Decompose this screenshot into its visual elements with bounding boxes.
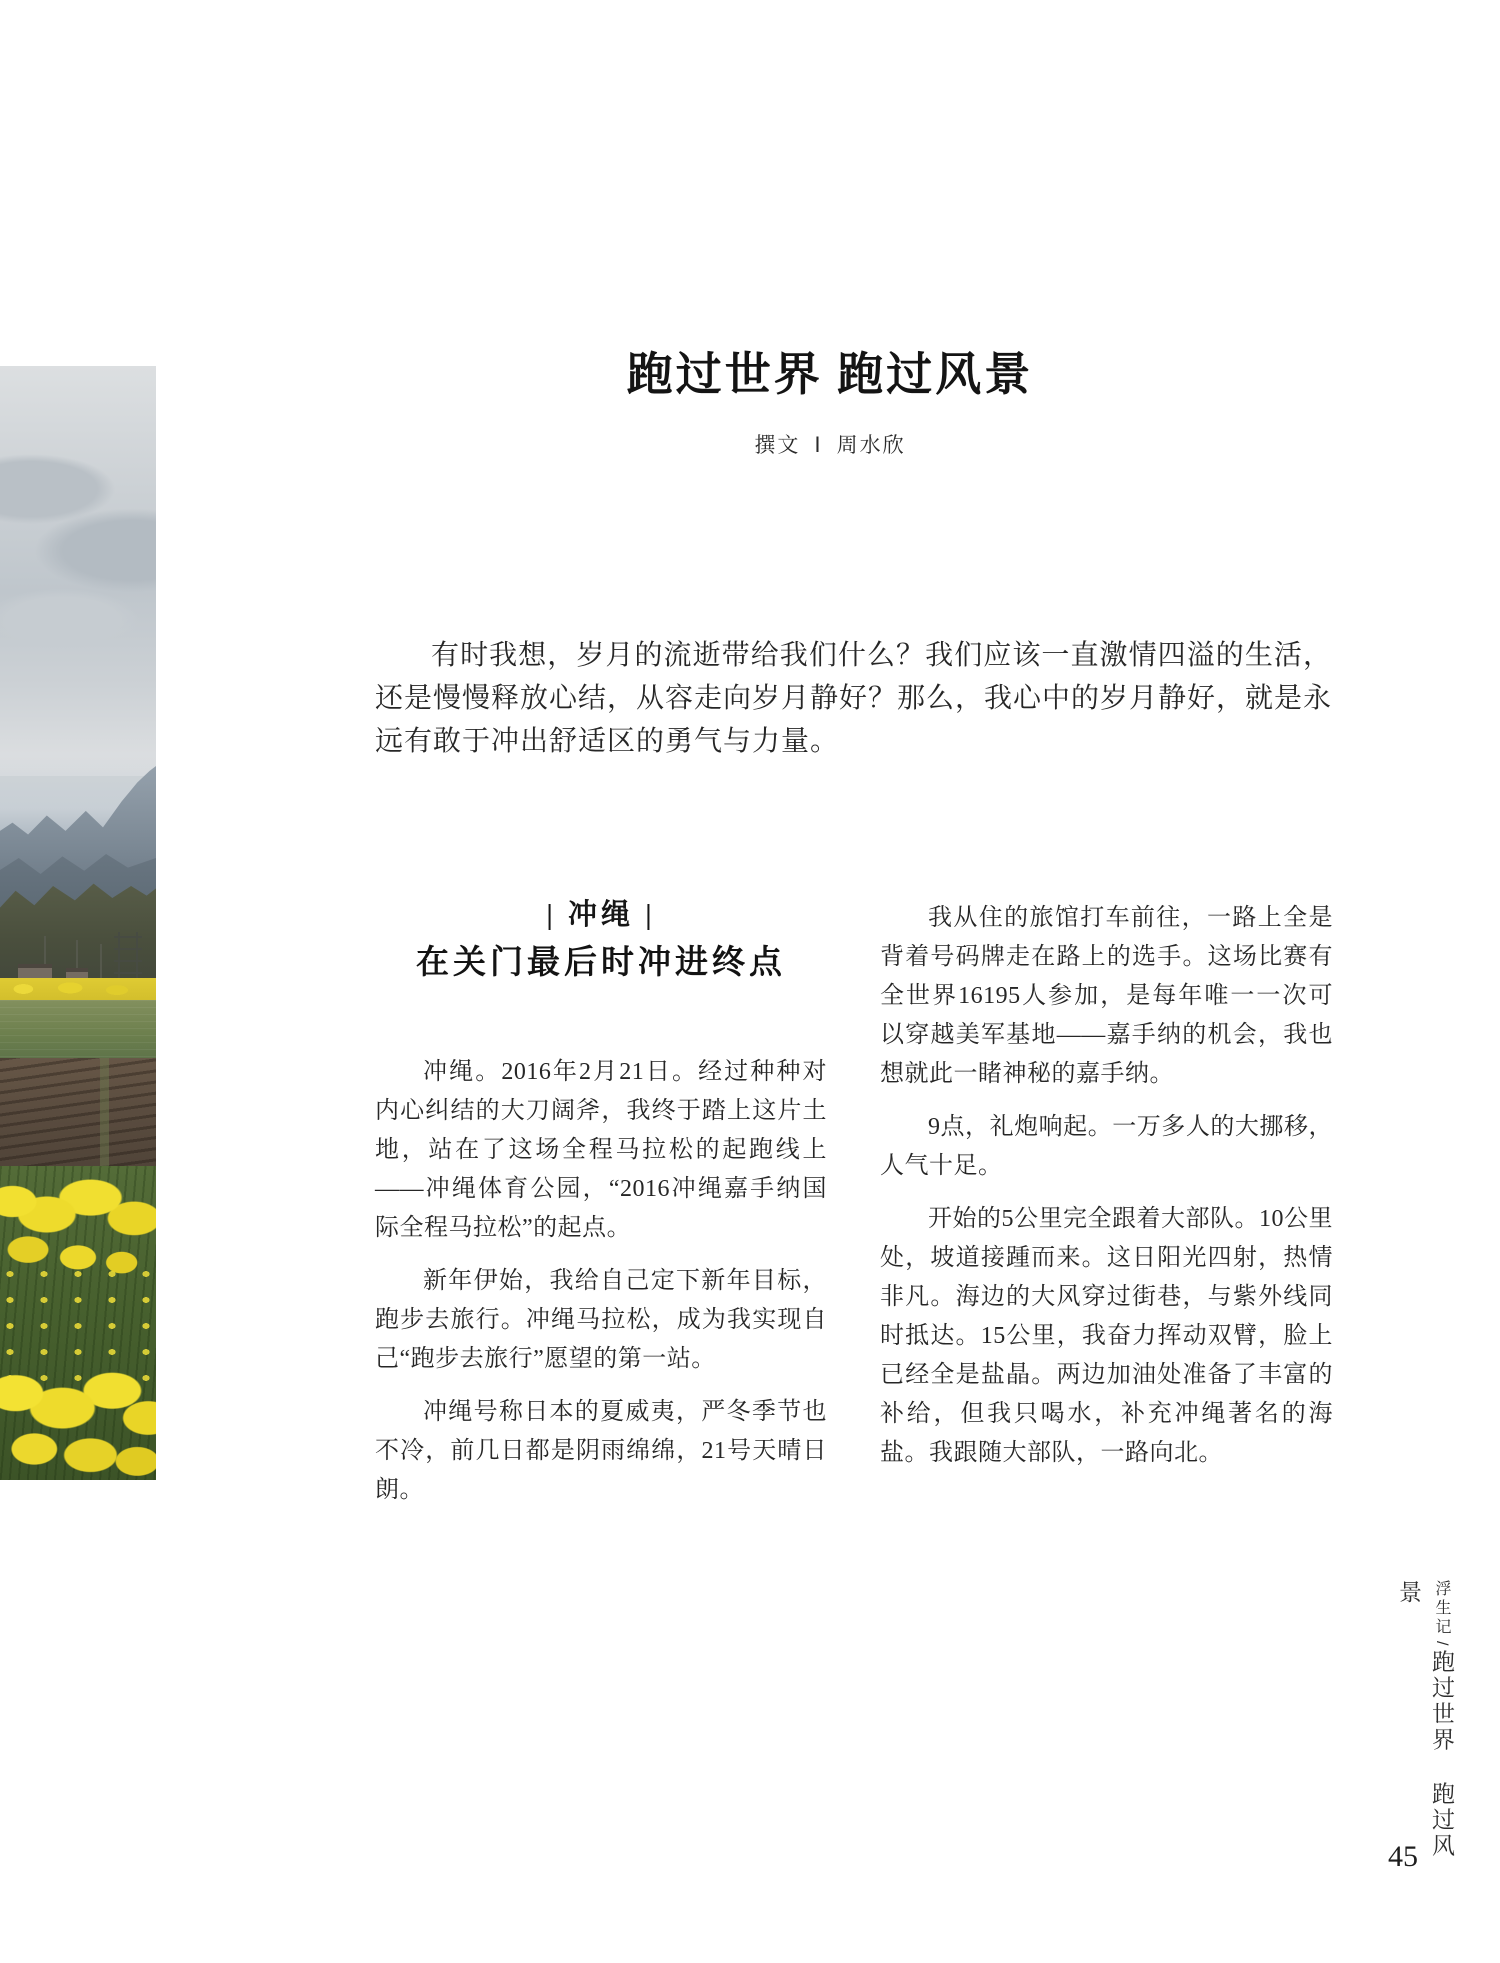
right-column <box>880 899 1333 1487</box>
body-paragraph: 开始的5公里完全跟着大部队。10公里处，坡道接踵而来。这日阳光四射，热情非凡。海边的大风穿过街巷，与紫外线同时抵达。15公里，我奋力挥动双臂，脸上已经全是盐晶。两边加油处准备了丰富的补给，但我只喝水，补充冲绳著名的海盐。我跟随大部队，一路向北。 <box>880 1206 1333 1466</box>
photo-sky <box>0 366 156 776</box>
vertical-running-head <box>1392 1580 1458 1880</box>
byline-author: 周水欣 <box>836 433 906 457</box>
body-paragraph: 冲绳号称日本的夏威夷，严冬季节也不冷，前几日都是阴雨绵绵，21号天晴日朗。 <box>375 1399 827 1504</box>
body-paragraph: 9点，礼炮响起。一万多人的大挪移，人气十足。 <box>880 1114 1333 1179</box>
section-kicker: | 冲绳 | <box>546 899 656 931</box>
body-paragraph: 我从住的旅馆打车前往，一路上全是背着号码牌走在路上的选手。这场比赛有全世界16195人参加，是每年唯一一次可以穿越美军基地——嘉手纳的机会，我也想就此一睹神秘的嘉手纳。 <box>880 905 1333 1087</box>
masthead <box>330 350 1330 459</box>
slash-separator: / <box>1433 1641 1450 1646</box>
body-paragraph: 冲绳。2016年2月21日。经过种种对内心纠结的大刀阔斧，我终于踏上这片土地，站在了这场全程马拉松的起跑线上——冲绳体育公园，“2016冲绳嘉手纳国际全程马拉松”的起点。 <box>375 1059 827 1242</box>
landscape-photo <box>0 366 156 1480</box>
section-heading: 在关门最后时冲进终点 <box>416 945 786 981</box>
series-label: 浮生记 <box>1433 1580 1450 1637</box>
running-head-title: 跑过世界 跑过风景 <box>1396 1580 1454 1860</box>
byline <box>330 429 1330 459</box>
byline-label: 撰文 <box>754 433 801 457</box>
photo-flower-cluster-bottom <box>0 1356 156 1480</box>
intro-paragraph: 有时我想，岁月的流逝带给我们什么？我们应该一直激情四溢的生活，还是慢慢释放心结，从容走向岁月静好？那么，我心中的岁月静好，就是永远有敢于冲出舒适区的勇气与力量。 <box>375 640 1333 757</box>
article-title: 跑过世界 跑过风景 <box>626 349 1034 400</box>
photo-green-field <box>0 1000 156 1058</box>
body-paragraph: 新年伊始，我给自己定下新年目标，跑步去旅行。冲绳马拉松，成为我实现自己“跑步去旅行”愿望的第一站。 <box>375 1268 827 1373</box>
left-column-body <box>375 1053 827 1510</box>
right-column-body <box>880 899 1333 1473</box>
page-number: 45 <box>1388 1840 1418 1873</box>
byline-separator: Ⅰ <box>814 433 823 457</box>
photo-distant-flower-band <box>0 978 156 1000</box>
left-column <box>375 892 827 1524</box>
